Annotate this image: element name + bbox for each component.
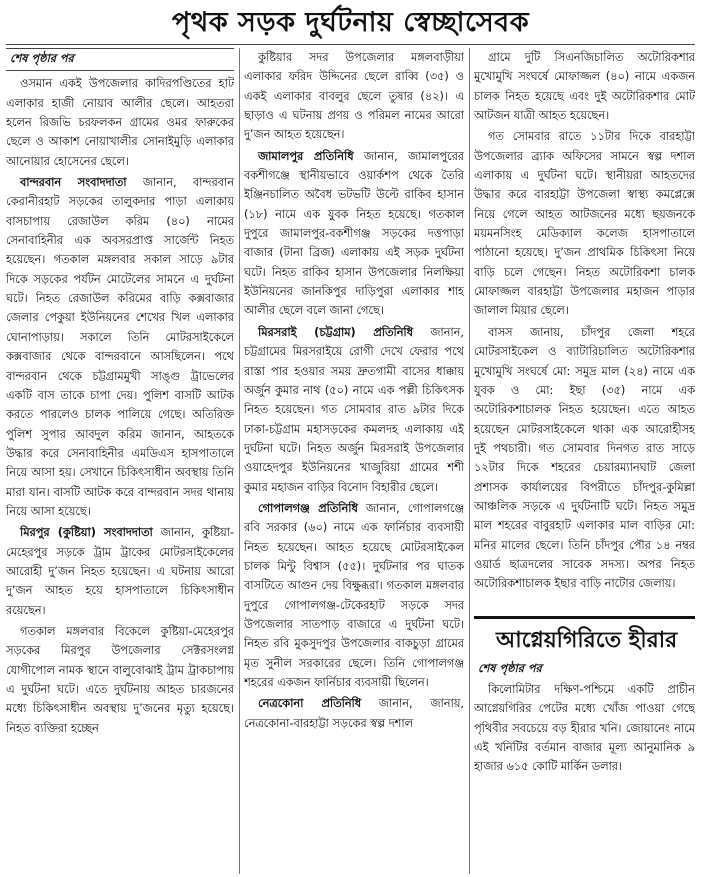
byline: মিরসরাই (চট্টগ্রাম) প্রতিনিধি (258, 325, 413, 339)
column-divider (239, 48, 240, 874)
sub-article-headline: আগ্নেয়গিরিতে হীরার (474, 616, 695, 659)
paragraph-text: জানান, বান্দরবান কেরানীরহাট সড়কের তালুকদার পাড়া এলাকায় বাসচাপায় রেজাউল করিম (৪০) নামের সেনাবাহিনীর এক অবসরপ্রাপ্ত সার্জেন্ট নিহত হয়েছেন। গতকাল মঙ্গলবার সকাল সাড়ে ৯টার দিকে সড়কের পর্যটন মোটেলের সামনে এ দুর্ঘটনা ঘটে। নিহত রেজাউল করিমের বাড়ি কক্সবাজার জেলার পেকুয়া ইউনিয়নের শেখের খিল এলাকার ঘোনাপাড়ায়। সকালে তিনি মোটরসাইকেলে কক্সবাজার থেকে বান্দরবানে আসছিলেন। পথে বান্দরবান থেকে চট্টগ্রামমুখী সাঙ্গু ট্রাভেলের একটি বাস তাকে চাপা দেয়। পুলিশ বাসটি আটক করতে পারলেও চালক পালিয়ে গেছে। অতিরিক্ত পুলিশ সুপার আবদুল করিম জানান, আহতকে উদ্ধার করে সেনাবাহিনীর এমডিএস হাসপাতালে নিয়ে আসা হয়। সেখানে চিকিৎসাধীন অবস্থায় তিনি মারা যান। বাসটি আটক করে বান্দরবান সদর থানায় নিয়ে আসা হয়েছে। (6, 176, 234, 518)
continued-kicker: শেষ পৃষ্ঠার পর (10, 52, 74, 65)
headline-rule (6, 44, 695, 45)
paragraph: কুষ্টিয়ার সদর উপজেলার মঙ্গলবাড়ীয়া এলাকার ফরিদ উদ্দিনের ছেলে রাব্বি (৩৫) ও একই এলাকার বাবলুর ছেলে তুষার (৪২)। এ ছাড়াও এ ঘটনায় প্রণয় ও পরিমল নামের আরো দু’জন আহত হয়েছেন। (244, 51, 464, 142)
paragraph-text: জানান, গোপালগঞ্জে রবি সরকার (৬০) নামে এক ফার্নিচার ব্যবসায়ী নিহত হয়েছেন। আহত হয়েছে মোটরসাইকেল চালক মিন্টু বিশ্বাস (৫৫)। দুর্ঘটনার পর ঘাতক বাসটিতে আগুন দেয় বিক্ষুব্ধরা। গতকাল মঙ্গলবার দুপুরে গোপালগঞ্জ-টেকেরহাট সড়কে সদর উপজেলার সাতপাড় বাজারে এ দুর্ঘটনা ঘটে। নিহত রবি মুকসুদপুর উপজেলার বাকচুড়া গ্রামের মৃত সুনীল সরকারের ছেলে। তিনি গোপালগঞ্জ শহরের একজন ফার্নিচার ব্যবসায়ী ছিলেন। (244, 501, 464, 689)
paragraph: গত সোমবার রাতে ১১টার দিকে বারহাট্টা উপজেলার ব্র্যাক অফিসের সামনে স্বল্প দশাল এলাকায় এ দুর্ঘটনা ঘটে। স্থানীয়রা আহতদের উদ্ধার করে বারহাট্টা উপজেলা স্বাস্থ্য কমপ্লেক্সে নিয়ে গেলে আহত আটজনের মধ্যে ছয়জনকে ময়মনসিংহ মেডিক্যাল কলেজ হাসপাতালে পাঠানো হয়েছে। দু’জন প্রাথমিক চিকিৎসা নিয়ে বাড়ি চলে গেছেন। নিহত অটোরিকশা চালক মোফাজ্জল বারহাট্টা উপজেলার মহাজন পাড়ার জালাল মিয়ার ছেলে। (474, 130, 695, 318)
article-column-2 (244, 48, 464, 874)
paragraph: বাসস জানায়, চাঁদপুর জেলা শহরে মোটরসাইকেল ও ব্যাটারিচালিত অটোরিকশার মুখোমুখি সংঘর্ষে মো: সমুদ্র মাল (২৪) নামে এক যুবক ও মো: ইছা (৩৫) নামে এক অটোরিকশাচালক নিহত হয়েছেন। এতে আহত হয়েছেন মোটরসাইকেলে থাকা এক আরোহীসহ দুই পথচারী। গত সোমবার দিনগত রাত সাড়ে ১২টার দিকে শহরের চেয়ারম্যানঘাট জেলা প্রশাসক কার্যালয়ের বিপরীতে চাঁদপুর-কুমিল্লা আঞ্চলিক সড়কে এ দুর্ঘটনাটি ঘটে। নিহত সমুদ্র মাল শহরের বাবুরহাট এলাকার মাল বাড়ির মো: মনির মালের ছেলে। তিনি চাঁদপুর পৌর ১৪ নম্বর ওয়ার্ড ছাত্রদলের সাবেক সদস্য। অপর নিহত অটোরিকশাচালক ইছার বাড়ি নাটোর জেলায়। (474, 325, 695, 591)
byline: গোপালগঞ্জ প্রতিনিধি (258, 501, 358, 515)
paragraph: কিলোমিটার দক্ষিণ-পশ্চিমে একটি প্রাচীন আগ্নেয়গিরির পেটের মধ্যে খোঁজ পাওয়া গেছে পৃথিবীর সবচেয়ে বড় হীরার খনি। জোয়ানেং নামে এই খনিটির বর্তমান বাজার মূল্য আনুমানিক ৯ হাজার ৬১৫ কোটি মার্কিন ডলার। (474, 682, 695, 774)
paragraph-text: জানান, কুষ্টিয়া-মেহেরপুর সড়কে ট্রাম ট্রাকের মোটরসাইকেলের আরোহী দু’জন নিহত হয়েছেন। এ ঘটনায় আরো দু’জন আহত হয়ে হাসপাতালে চিকিৎসাধীন রয়েছেন। (6, 526, 234, 617)
byline: জামালপুর প্রতিনিধি (258, 149, 354, 163)
byline: বান্দরবান সংবাদদাতা (20, 176, 127, 190)
paragraph (244, 694, 464, 733)
column-divider (469, 48, 470, 874)
paragraph: ওসমান একই উপজেলার কাদিরপণ্ডিতের হাট এলাকার হাজী নোয়াব আলীর ছেলে। আহতরা হলেন রিজভি চরফলকন গ্রামের ওমর ফারুকের ছেলে ও আকাশ নোয়াখালীর সোনাইমুড়ি এলাকার আনোয়ার হোসেনের ছেলে। (6, 77, 234, 168)
byline: মিরপুর (কুষ্টিয়া) সংবাদদাতা (20, 526, 153, 540)
paragraph: গ্রামে দুটি সিএনজিচালিত অটোরিকশার মুখোমুখি সংঘর্ষে মোফাজ্জল (৪০) নামে একজন চালক নিহত হয়েছে এবং দুই অটোরিকশার মোট আটজন যাত্রী আহত হয়েছেন। (474, 51, 695, 123)
paragraph (6, 173, 234, 521)
article-column-1 (6, 48, 234, 874)
paragraph-text: জানান, জানায়, নেত্রকোনা-বারহাট্টা সড়কের স্বল্প দশাল (244, 697, 464, 730)
continued-kicker-box (6, 48, 234, 71)
paragraph (244, 147, 464, 321)
paragraph (244, 499, 464, 692)
headline: পৃথক সড়ক দুর্ঘটনায় স্বেচ্ছাসেবক (171, 7, 530, 38)
byline: নেত্রকোনা প্রতিনিধি (258, 697, 362, 711)
paragraph (6, 523, 234, 620)
paragraph-text: জানান, জামালপুরের বকশীগঞ্জে স্থানীয়ভাবে ওয়ার্কশপ থেকে তৈরি ইঞ্জিনচালিত অবৈধ ভটভটি উল্টে রাকিব হাসান (১৮) নামে এক যুবক নিহত হয়েছে। গতকাল দুপুরে জামালপুর-বকশীগঞ্জ সড়কের দত্তপাড়া বাজার (টানা ব্রিজ) এলাকায় এই সড়ক দুর্ঘটনা ঘটে। নিহত রাকিব হাসান উপজেলার নিলক্ষিয়া ইউনিয়নের জানকিপুর দাড়িপুরা এলাকার শাহ আলীর ছেলে বলে জানা গেছে। (244, 149, 464, 318)
article-column-3 (474, 48, 695, 874)
paragraph: গতকাল মঙ্গলবার বিকেলে কুষ্টিয়া-মেহেরপুর সড়কের মিরপুর উপজেলার সেক্টরসংলগ্ন যোগীপোল নামক স্থানে বালুবোঝাই ট্রাম ট্রাকচাপায় এ দুর্ঘটনা ঘটে। এতে দুর্ঘটনায় আহত চারজনের মধ্যে চিকিৎসাধীন অবস্থায় দু’জনের মৃত্যু হয়েছে। নিহত ব্যক্তিরা হচ্ছেন (6, 624, 234, 735)
continued-kicker: শেষ পৃষ্ঠার পর (478, 661, 542, 675)
paragraph-text: জানান, চট্টগ্রামের মিরসরাইয়ে রোগী দেখে ফেরার পথে রাস্তা পার হওয়ার সময় দ্রুতগামী বাসের ধাক্কায় অর্জুন কুমার নাথ (৫০) নামে এক পল্লী চিকিৎসক নিহত হয়েছেন। গত সোমবার রাত ৯টার দিকে ঢাকা-চট্টগ্রাম মহাসড়কের কমলদহ এলাকায় এই দুর্ঘটনা ঘটে। নিহত অর্জুন মিরসরাই উপজেলার ওয়াহেদপুর ইউনিয়নের খাজুরিয়া গ্রামের শশী কুমার মহাজন বাড়ির বিনোদ বিহারীর ছেলে। (244, 325, 464, 494)
paragraph (244, 323, 464, 497)
